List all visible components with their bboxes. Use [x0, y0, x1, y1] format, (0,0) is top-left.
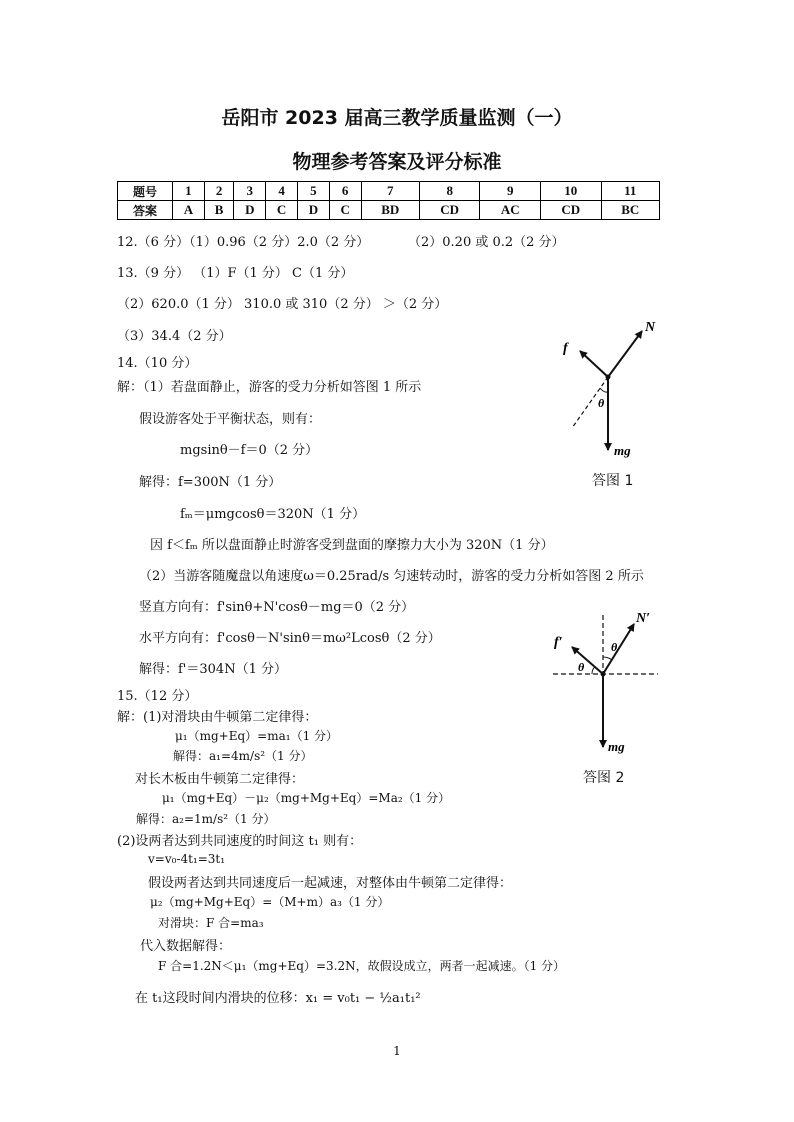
- contact-point: [601, 672, 606, 677]
- equation: 对滑块：F 合=ma₃: [158, 916, 264, 930]
- label-N-prime: N′: [636, 611, 651, 626]
- q13-line: （3）34.4（2 分）: [117, 329, 232, 344]
- q14-line: 因 f＜fₘ 所以盘面静止时游客受到盘面的摩擦力大小为 320N（1 分）: [150, 538, 554, 553]
- q13-line: （2）620.0（1 分） 310.0 或 310（2 分） ＞（2 分）: [117, 297, 448, 312]
- question-number: 8: [419, 182, 480, 201]
- question-number: 1: [173, 182, 205, 201]
- label-mg: mg: [614, 443, 631, 458]
- figure-1-caption: 答图 1: [592, 473, 634, 489]
- answer-cell: BC: [601, 201, 659, 220]
- normal-force-arrow: [608, 331, 642, 377]
- q15-line: 解：(1)对滑块由牛顿第二定律得：: [117, 710, 318, 725]
- equation: μ₂（mg+Mg+Eq）=（M+m）a₃（1 分）: [150, 895, 390, 909]
- q14-line: 解：（1）若盘面静止，游客的受力分析如答图 1 所示: [117, 380, 422, 395]
- q15-line: 假设两者达到共同速度后一起减速，对整体由牛顿第二定律得：: [148, 876, 513, 891]
- q14-line: 解得：f'＝304N（1 分）: [139, 662, 287, 677]
- equation: F 合=1.2N＜μ₁（mg+Eq）=3.2N，故假设成立，两者一起减速。（1 分）: [158, 959, 566, 973]
- answer-cell: A: [173, 201, 205, 220]
- question-number: 11: [601, 182, 659, 201]
- answer-cell: B: [204, 201, 234, 220]
- answer-cell: C: [329, 201, 361, 220]
- q15-line: (2)设两者达到共同速度的时间这 t₁ 则有：: [117, 834, 363, 849]
- q15-line: 代入数据解得：: [140, 939, 232, 954]
- force-diagram-1: [555, 315, 665, 465]
- answer-cell: D: [297, 201, 329, 220]
- label-mg: mg: [608, 739, 625, 754]
- angle-arc: [600, 388, 608, 392]
- answer-cell: BD: [361, 201, 419, 220]
- q14-line: （2）当游客随魔盘以角速度ω＝0.25rad/s 匀速转动时，游客的受力分析如答图 2 所示: [139, 569, 644, 584]
- equation: 水平方向有：f'cosθ－N'sinθ＝mω²Lcosθ（2 分）: [139, 631, 441, 646]
- row-label: 答案: [118, 201, 173, 220]
- q14-heading: 14.（10 分）: [117, 356, 198, 371]
- answer-cell: CD: [419, 201, 480, 220]
- friction-force-arrow: [580, 351, 608, 377]
- question-number: 4: [266, 182, 298, 201]
- q13-line: 13.（9 分） （1）F（1 分） C（1 分）: [117, 266, 354, 281]
- question-number: 6: [329, 182, 361, 201]
- equation: μ₁（mg+Eq）=ma₁（1 分）: [175, 729, 339, 743]
- label-N: N: [645, 320, 656, 335]
- equation: μ₁（mg+Eq）－μ₂（mg+Mg+Eq）=Ma₂（1 分）: [162, 791, 451, 805]
- label-f-prime: f′: [554, 635, 563, 650]
- figure-2-caption: 答图 2: [583, 770, 625, 786]
- page-number: 1: [393, 1044, 401, 1058]
- q12-line: 12.（6 分）（1）0.96（2 分）2.0（2 分）: [117, 235, 370, 250]
- q15-line: 解得：a₂=1m/s²（1 分）: [136, 812, 276, 826]
- equation: 竖直方向有：f'sinθ+N'cosθ－mg＝0（2 分）: [139, 600, 415, 615]
- q15-heading: 15.（12 分）: [117, 689, 198, 704]
- label-theta: θ: [598, 396, 605, 410]
- label-theta-left: θ: [578, 660, 585, 674]
- equation: v=v₀-4t₁=3t₁: [148, 852, 226, 866]
- question-number: 5: [297, 182, 329, 201]
- question-number: 10: [541, 182, 602, 201]
- answer-cell: D: [234, 201, 266, 220]
- question-number: 9: [480, 182, 541, 201]
- friction-force-arrow: [572, 647, 603, 674]
- answer-cell: CD: [541, 201, 602, 220]
- answer-table: [117, 181, 660, 220]
- q12-line-part2: （2）0.20 或 0.2（2 分）: [408, 235, 565, 250]
- page-subtitle: 物理参考答案及评分标准: [292, 151, 502, 173]
- equation: mgsinθ－f＝0（2 分）: [180, 443, 319, 458]
- question-number: 3: [234, 182, 266, 201]
- equation: 在 t₁这段时间内滑块的位移：x₁ = v₀t₁ − ½a₁t₁²: [135, 991, 421, 1006]
- q14-line: 假设游客处于平衡状态，则有：: [139, 412, 322, 427]
- normal-force-arrow: [603, 624, 634, 674]
- q15-line: 对长木板由牛顿第二定律得：: [135, 772, 305, 787]
- answer-cell: AC: [480, 201, 541, 220]
- label-theta-top: θ: [611, 640, 618, 654]
- equation: fₘ＝μmgcosθ＝320N（1 分）: [180, 507, 366, 522]
- answer-table-answer-row: [118, 201, 660, 220]
- contact-point: [606, 375, 611, 380]
- angle-arc-top: [603, 657, 612, 660]
- angle-arc-left: [592, 667, 595, 674]
- answer-table-number-row: [118, 182, 660, 201]
- answer-cell: C: [266, 201, 298, 220]
- label-f: f: [563, 341, 568, 356]
- page-title: 岳阳市 2023 届高三教学质量监测（一）: [221, 107, 573, 129]
- q15-line: 解得：a₁=4m/s²（1 分）: [173, 749, 313, 763]
- question-number: 2: [204, 182, 234, 201]
- q14-line: 解得：f=300N（1 分）: [139, 475, 282, 490]
- question-number: 7: [361, 182, 419, 201]
- force-diagram-2: [548, 605, 668, 760]
- row-label: 题号: [118, 182, 173, 201]
